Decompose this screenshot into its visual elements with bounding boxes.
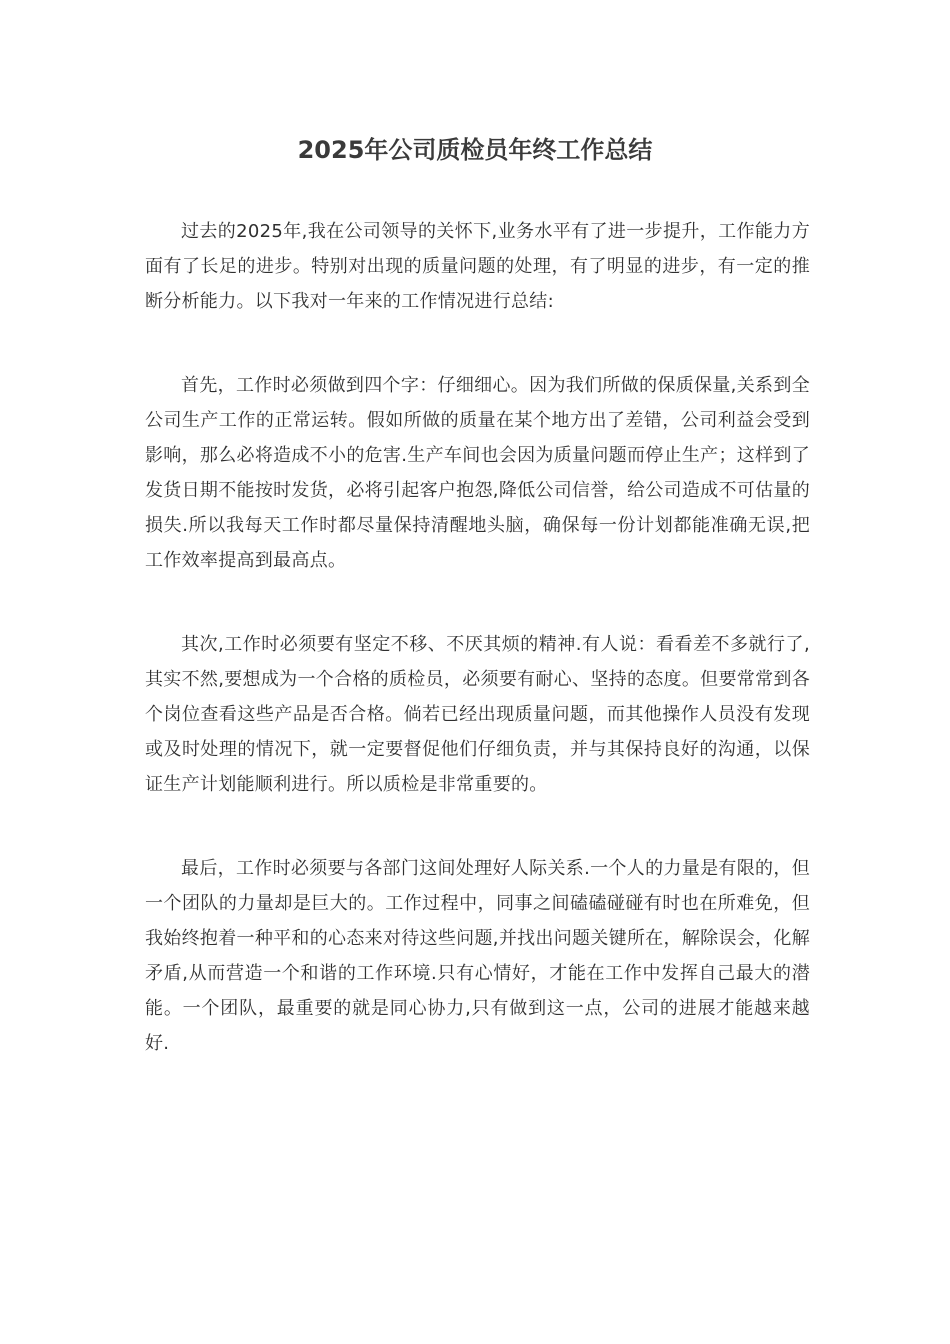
paragraph-last-point: 最后，工作时必须要与各部门这间处理好人际关系.一个人的力量是有限的，但一个团队的力量却是巨大的。工作过程中，同事之间磕磕碰碰有时也在所难免，但我始终抱着一种平和的心态来对待这些问题,并找出问题关键所在，解除误会，化解矛盾,从而营造一个和谐的工作环境.只有心情好，才能在工作中发挥自己最大的潜能。一个团队，最重要的就是同心协力,只有做到这一点，公司的进展才能越来越好. <box>145 858 810 1054</box>
paragraph-intro: 过去的2025年,我在公司领导的关怀下,业务水平有了进一步提升，工作能力方面有了长足的进步。特别对出现的质量问题的处理，有了明显的进步，有一定的推断分析能力。以下我对一年来的工作情况进行总结: <box>145 221 810 312</box>
document-title: 2025年公司质检员年终工作总结 <box>297 136 653 164</box>
document-body <box>145 214 810 1061</box>
paragraph-first-point: 首先，工作时必须做到四个字：仔细细心。因为我们所做的保质保量,关系到全公司生产工作的正常运转。假如所做的质量在某个地方出了差错，公司利益会受到影响，那么必将造成不小的危害.生产车间也会因为质量问题而停止生产；这样到了发货日期不能按时发货，必将引起客户抱怨,降低公司信誉，给公司造成不可估量的损失.所以我每天工作时都尽量保持清醒地头脑，确保每一份计划都能准确无误,把工作效率提高到最高点。 <box>145 375 810 571</box>
paragraph-second-point: 其次,工作时必须要有坚定不移、不厌其烦的精神.有人说：看看差不多就行了,其实不然,要想成为一个合格的质检员，必须要有耐心、坚持的态度。但要常常到各个岗位查看这些产品是否合格。倘若已经出现质量问题，而其他操作人员没有发现或及时处理的情况下，就一定要督促他们仔细负责，并与其保持良好的沟通，以保证生产计划能顺利进行。所以质检是非常重要的。 <box>145 634 810 795</box>
